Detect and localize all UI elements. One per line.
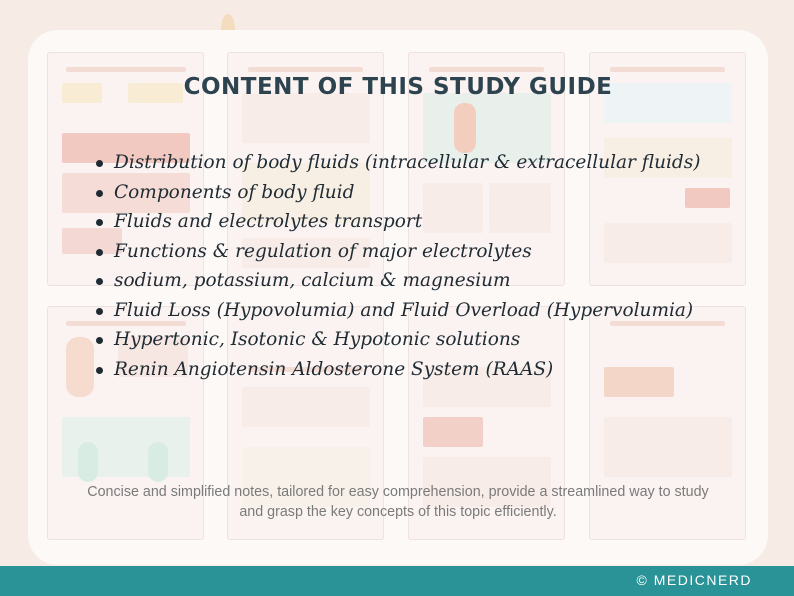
page-title: CONTENT OF THIS STUDY GUIDE <box>183 74 613 100</box>
list-item: Fluid Loss (Hypovolumia) and Fluid Overload (Hypervolumia) <box>94 296 700 326</box>
list-item: Renin Angiotensin Aldosterone System (RAAS) <box>94 355 700 385</box>
list-item: Hypertonic, Isotonic & Hypotonic solutions <box>94 325 700 355</box>
list-item: Distribution of body fluids (intracellular & extracellular fluids) <box>94 148 700 178</box>
list-item: Fluids and electrolytes transport <box>94 207 700 237</box>
list-item: Functions & regulation of major electrolytes <box>94 237 700 267</box>
list-item: sodium, potassium, calcium & magnesium <box>94 266 700 296</box>
content-card <box>28 30 768 565</box>
topic-list <box>94 148 700 384</box>
brand-label: © MEDICNERD <box>636 572 752 588</box>
description-text: Concise and simplified notes, tailored for easy comprehension, provide a streamlined way to study and grasp the key concepts of this topic efficiently. <box>87 484 709 520</box>
footer-bar <box>0 566 794 596</box>
list-item: Components of body fluid <box>94 178 700 208</box>
